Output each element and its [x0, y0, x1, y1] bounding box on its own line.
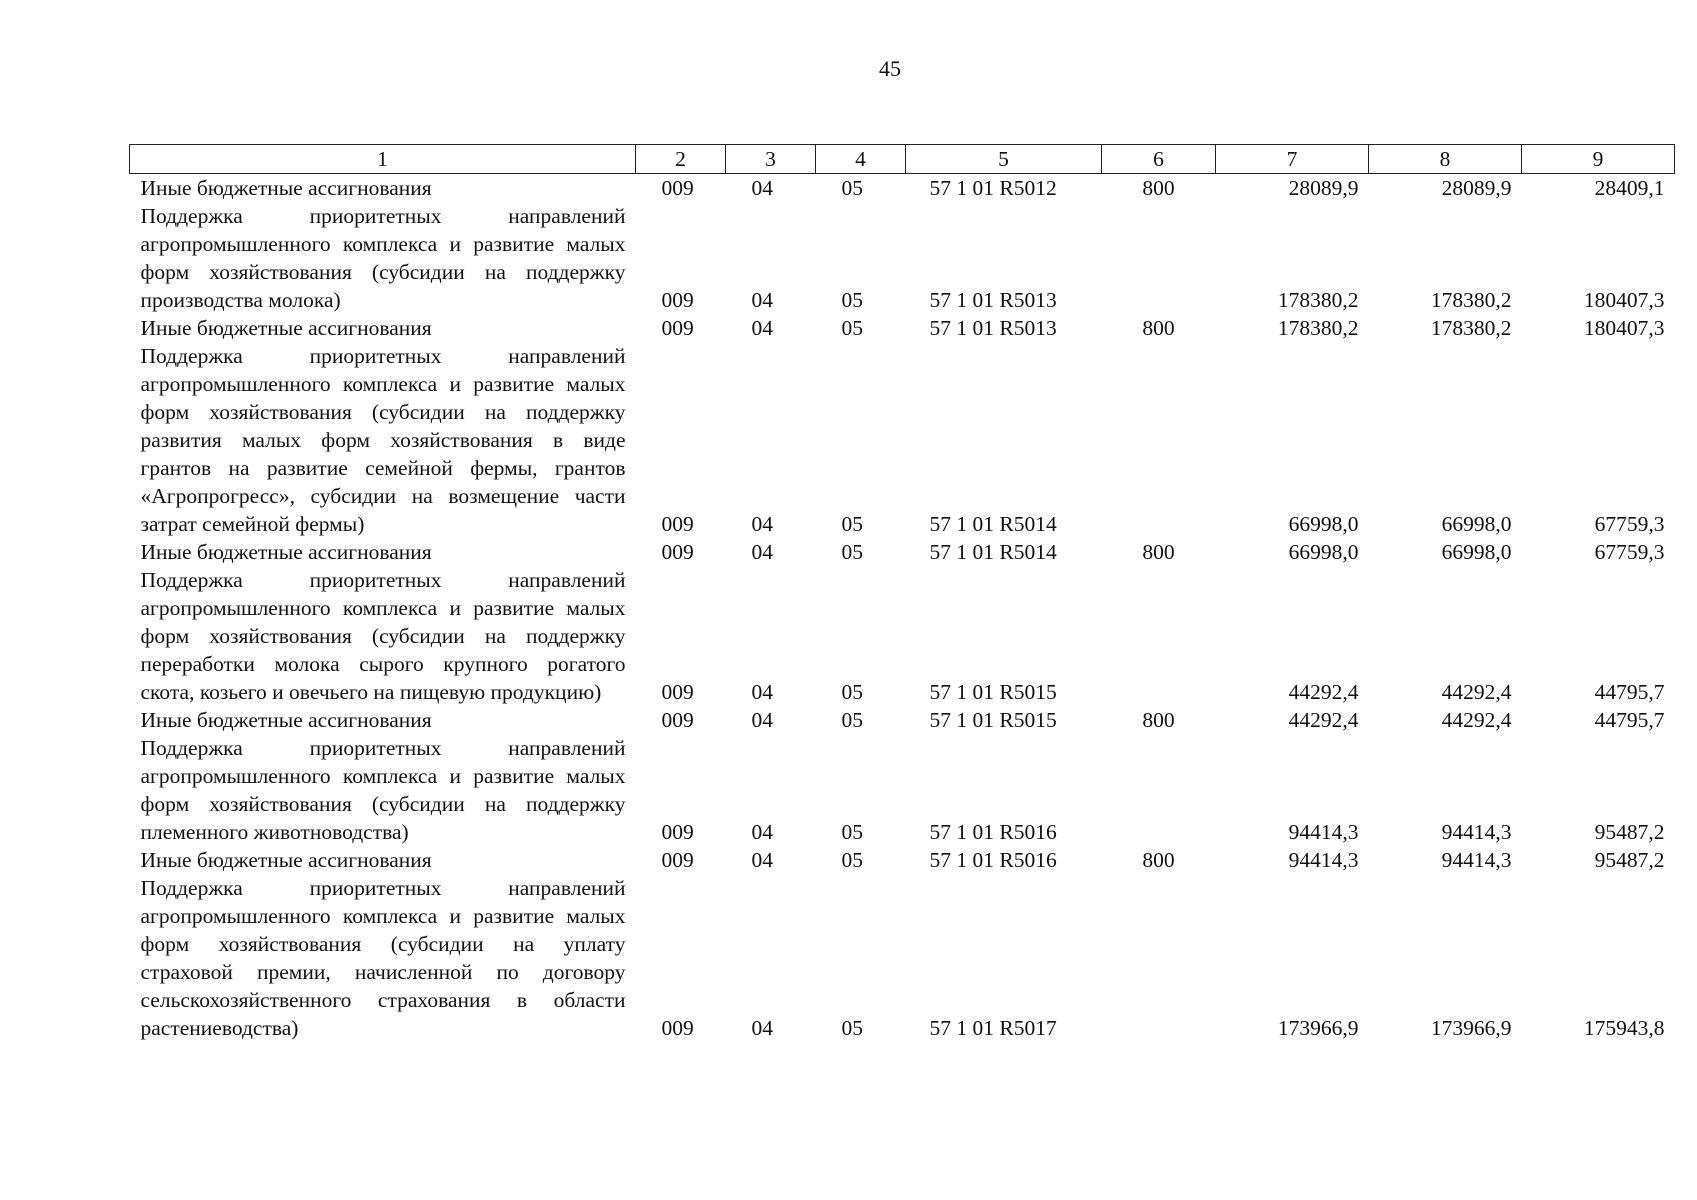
row-grbs: 009 [661, 848, 694, 872]
row-target-article: 57 1 01 R5014 [929, 540, 1057, 564]
row-section: 04 [751, 176, 773, 200]
page-number: 45 [879, 56, 901, 81]
header-col-5: 5 [906, 145, 1102, 174]
row-value-3: 180407,3 [1583, 288, 1665, 312]
row-value-3: 44795,7 [1594, 708, 1665, 732]
row-section: 04 [751, 708, 773, 732]
row-section: 04 [751, 680, 773, 704]
row-subsection: 05 [841, 512, 863, 536]
row-expense-type: 800 [1142, 848, 1175, 872]
row-value-2: 94414,3 [1441, 820, 1512, 844]
row-description: Поддержка приоритетных направлений агропромышленного комплекса и развитие малых форм хозяйствования (субсидии на поддержку развития малых форм хозяйствования в виде грантов на развитие семейной фермы, грантов «Агропрогресс», субсидии на возмещение части затрат семейной фермы) [140, 344, 626, 536]
row-subsection: 05 [841, 680, 863, 704]
row-expense-type [1102, 566, 1216, 706]
header-col-6: 6 [1102, 145, 1216, 174]
row-value-2: 173966,9 [1430, 1016, 1512, 1040]
table-row [130, 734, 1675, 846]
row-target-article: 57 1 01 R5015 [929, 680, 1057, 704]
row-value-2: 66998,0 [1441, 512, 1512, 536]
table-row [130, 538, 1675, 566]
row-value-1: 44292,4 [1288, 708, 1359, 732]
row-subsection: 05 [841, 820, 863, 844]
row-target-article: 57 1 01 R5013 [929, 316, 1057, 340]
row-value-3: 95487,2 [1594, 848, 1665, 872]
row-value-1: 66998,0 [1288, 512, 1359, 536]
row-value-1: 94414,3 [1288, 848, 1359, 872]
row-target-article: 57 1 01 R5016 [929, 820, 1057, 844]
row-expense-type [1102, 342, 1216, 538]
header-col-7: 7 [1216, 145, 1369, 174]
row-subsection: 05 [841, 540, 863, 564]
row-grbs: 009 [661, 288, 694, 312]
row-description: Поддержка приоритетных направлений агропромышленного комплекса и развитие малых форм хозяйствования (субсидии на поддержку племенного животноводства) [140, 736, 626, 844]
row-grbs: 009 [661, 316, 694, 340]
table-row [130, 706, 1675, 734]
row-subsection: 05 [841, 176, 863, 200]
row-section: 04 [751, 1016, 773, 1040]
row-target-article: 57 1 01 R5016 [929, 848, 1057, 872]
row-value-2: 94414,3 [1441, 848, 1512, 872]
row-section: 04 [751, 512, 773, 536]
row-value-3: 95487,2 [1594, 820, 1665, 844]
row-subsection: 05 [841, 316, 863, 340]
row-grbs: 009 [661, 680, 694, 704]
row-expense-type [1102, 734, 1216, 846]
row-section: 04 [751, 540, 773, 564]
row-description: Поддержка приоритетных направлений агропромышленного комплекса и развитие малых форм хозяйствования (субсидии на поддержку переработки молока сырого крупного рогатого скота, козьего и овечьего на пищевую продукцию) [140, 568, 626, 704]
header-col-4: 4 [816, 145, 906, 174]
row-value-2: 66998,0 [1441, 540, 1512, 564]
row-description: Иные бюджетные ассигнования [140, 848, 432, 872]
row-target-article: 57 1 01 R5017 [929, 1016, 1057, 1040]
row-expense-type: 800 [1142, 316, 1175, 340]
header-col-1: 1 [130, 145, 636, 174]
row-section: 04 [751, 316, 773, 340]
row-expense-type: 800 [1142, 708, 1175, 732]
row-target-article: 57 1 01 R5012 [929, 176, 1057, 200]
table-row [130, 846, 1675, 874]
row-grbs: 009 [661, 176, 694, 200]
table-header [130, 145, 1675, 174]
row-expense-type [1102, 202, 1216, 314]
row-value-1: 44292,4 [1288, 680, 1359, 704]
row-section: 04 [751, 288, 773, 312]
row-value-1: 178380,2 [1277, 288, 1359, 312]
row-value-2: 178380,2 [1430, 288, 1512, 312]
row-section: 04 [751, 848, 773, 872]
table-row [130, 342, 1675, 538]
row-subsection: 05 [841, 708, 863, 732]
row-target-article: 57 1 01 R5013 [929, 288, 1057, 312]
table-row [130, 874, 1675, 1042]
row-description: Иные бюджетные ассигнования [140, 176, 432, 200]
row-description: Поддержка приоритетных направлений агропромышленного комплекса и развитие малых форм хозяйствования (субсидии на уплату страховой премии, начисленной по договору сельскохозяйственного страхования в области растениеводства) [140, 876, 626, 1040]
row-value-2: 28089,9 [1441, 176, 1512, 200]
row-value-3: 44795,7 [1594, 680, 1665, 704]
header-col-3: 3 [726, 145, 816, 174]
row-grbs: 009 [661, 1016, 694, 1040]
row-value-3: 28409,1 [1594, 176, 1665, 200]
row-subsection: 05 [841, 288, 863, 312]
row-value-1: 28089,9 [1288, 176, 1359, 200]
budget-table [129, 144, 1675, 1042]
row-value-1: 173966,9 [1277, 1016, 1359, 1040]
table-row [130, 566, 1675, 706]
row-value-3: 67759,3 [1594, 512, 1665, 536]
row-grbs: 009 [661, 512, 694, 536]
row-expense-type: 800 [1142, 176, 1175, 200]
row-value-1: 178380,2 [1277, 316, 1359, 340]
row-value-3: 180407,3 [1583, 316, 1665, 340]
table-row [130, 202, 1675, 314]
row-grbs: 009 [661, 540, 694, 564]
table-row [130, 314, 1675, 342]
row-value-2: 178380,2 [1430, 316, 1512, 340]
row-value-3: 175943,8 [1583, 1016, 1665, 1040]
row-value-2: 44292,4 [1441, 708, 1512, 732]
row-subsection: 05 [841, 848, 863, 872]
row-description: Иные бюджетные ассигнования [140, 708, 432, 732]
row-target-article: 57 1 01 R5014 [929, 512, 1057, 536]
row-value-1: 66998,0 [1288, 540, 1359, 564]
row-expense-type [1102, 874, 1216, 1042]
header-col-9: 9 [1522, 145, 1675, 174]
row-section: 04 [751, 820, 773, 844]
table-row [130, 174, 1675, 203]
row-grbs: 009 [661, 820, 694, 844]
row-description: Иные бюджетные ассигнования [140, 316, 432, 340]
row-value-1: 94414,3 [1288, 820, 1359, 844]
row-expense-type: 800 [1142, 540, 1175, 564]
header-row [130, 145, 1675, 174]
row-value-3: 67759,3 [1594, 540, 1665, 564]
row-grbs: 009 [661, 708, 694, 732]
table-body [130, 174, 1675, 1043]
row-description: Поддержка приоритетных направлений агропромышленного комплекса и развитие малых форм хозяйствования (субсидии на поддержку производства молока) [140, 204, 626, 312]
row-subsection: 05 [841, 1016, 863, 1040]
header-col-8: 8 [1369, 145, 1522, 174]
row-target-article: 57 1 01 R5015 [929, 708, 1057, 732]
row-description: Иные бюджетные ассигнования [140, 540, 432, 564]
header-col-2: 2 [636, 145, 726, 174]
row-value-2: 44292,4 [1441, 680, 1512, 704]
